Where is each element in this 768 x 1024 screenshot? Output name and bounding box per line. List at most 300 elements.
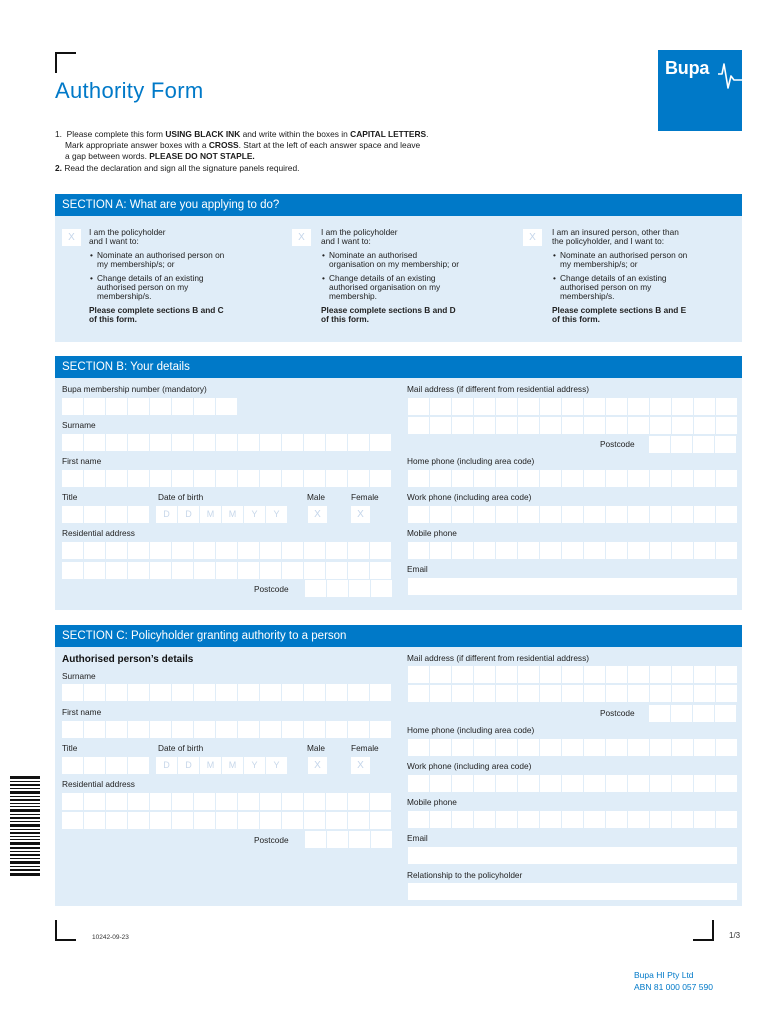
input-cell[interactable] xyxy=(106,470,127,487)
input-cell[interactable] xyxy=(496,666,517,683)
input-cell[interactable] xyxy=(474,398,495,415)
input-cell[interactable] xyxy=(694,417,715,434)
input-cell[interactable] xyxy=(496,506,517,523)
input-cell[interactable] xyxy=(584,739,605,756)
input-cell[interactable] xyxy=(540,470,561,487)
input-cell[interactable] xyxy=(452,542,473,559)
input-cell[interactable] xyxy=(562,685,583,702)
input-cell[interactable] xyxy=(474,666,495,683)
input-cell[interactable] xyxy=(716,666,737,683)
input-cell[interactable] xyxy=(62,398,83,415)
input-cell[interactable] xyxy=(172,398,193,415)
input-cell[interactable] xyxy=(540,542,561,559)
input-cell[interactable] xyxy=(370,562,391,579)
input-cell[interactable] xyxy=(518,811,539,828)
input-cell[interactable] xyxy=(716,398,737,415)
input-cell[interactable] xyxy=(452,666,473,683)
input-cell[interactable] xyxy=(584,417,605,434)
input-cell[interactable] xyxy=(716,470,737,487)
input-cell[interactable] xyxy=(452,417,473,434)
residential-address-line-2[interactable] xyxy=(62,562,392,579)
input-cell[interactable] xyxy=(518,506,539,523)
input-cell[interactable] xyxy=(452,775,473,792)
input-cell[interactable]: Y xyxy=(266,506,287,523)
input-cell[interactable] xyxy=(496,470,517,487)
input-cell[interactable] xyxy=(430,775,451,792)
input-cell[interactable] xyxy=(649,705,670,722)
input-cell[interactable] xyxy=(172,434,193,451)
title-field[interactable] xyxy=(62,506,150,523)
home-phone-field[interactable] xyxy=(408,470,738,487)
input-cell[interactable] xyxy=(282,542,303,559)
input-cell[interactable] xyxy=(716,739,737,756)
input-cell[interactable] xyxy=(106,684,127,701)
input-cell[interactable] xyxy=(62,470,83,487)
input-cell[interactable]: M xyxy=(200,757,221,774)
c-mobile-field[interactable] xyxy=(408,811,738,828)
input-cell[interactable] xyxy=(172,684,193,701)
input-cell[interactable] xyxy=(584,666,605,683)
input-cell[interactable] xyxy=(305,580,326,597)
input-cell[interactable] xyxy=(106,542,127,559)
input-cell[interactable] xyxy=(694,398,715,415)
input-cell[interactable] xyxy=(106,812,127,829)
input-cell[interactable] xyxy=(348,812,369,829)
input-cell[interactable] xyxy=(326,721,347,738)
residential-postcode-field[interactable] xyxy=(305,580,393,597)
input-cell[interactable] xyxy=(430,666,451,683)
input-cell[interactable] xyxy=(716,417,737,434)
input-cell[interactable] xyxy=(348,562,369,579)
input-cell[interactable] xyxy=(650,739,671,756)
input-cell[interactable] xyxy=(518,666,539,683)
input-cell[interactable] xyxy=(474,811,495,828)
input-cell[interactable] xyxy=(628,739,649,756)
input-cell[interactable] xyxy=(106,434,127,451)
input-cell[interactable] xyxy=(716,542,737,559)
input-cell[interactable] xyxy=(304,562,325,579)
input-cell[interactable] xyxy=(606,739,627,756)
input-cell[interactable] xyxy=(304,812,325,829)
input-cell[interactable] xyxy=(216,434,237,451)
input-cell[interactable] xyxy=(518,470,539,487)
mobile-field[interactable] xyxy=(408,542,738,559)
input-cell[interactable] xyxy=(238,684,259,701)
input-cell[interactable] xyxy=(326,793,347,810)
input-cell[interactable] xyxy=(326,562,347,579)
input-cell[interactable] xyxy=(370,684,391,701)
input-cell[interactable] xyxy=(715,705,736,722)
input-cell[interactable] xyxy=(371,831,392,848)
input-cell[interactable] xyxy=(150,562,171,579)
input-cell[interactable] xyxy=(716,811,737,828)
input-cell[interactable] xyxy=(540,775,561,792)
input-cell[interactable] xyxy=(650,398,671,415)
option-3-checkbox[interactable]: X xyxy=(523,229,542,246)
input-cell[interactable] xyxy=(430,506,451,523)
input-cell[interactable]: Y xyxy=(244,506,265,523)
input-cell[interactable] xyxy=(694,775,715,792)
input-cell[interactable] xyxy=(562,666,583,683)
input-cell[interactable] xyxy=(260,470,281,487)
input-cell[interactable] xyxy=(672,811,693,828)
input-cell[interactable] xyxy=(172,812,193,829)
mail-address-line-2[interactable] xyxy=(408,417,738,434)
input-cell[interactable] xyxy=(62,434,83,451)
input-cell[interactable] xyxy=(672,398,693,415)
input-cell[interactable] xyxy=(628,398,649,415)
input-cell[interactable] xyxy=(150,684,171,701)
input-cell[interactable] xyxy=(282,562,303,579)
input-cell[interactable] xyxy=(282,470,303,487)
input-cell[interactable] xyxy=(304,721,325,738)
input-cell[interactable] xyxy=(84,506,105,523)
input-cell[interactable] xyxy=(106,562,127,579)
input-cell[interactable]: M xyxy=(200,506,221,523)
input-cell[interactable] xyxy=(716,775,737,792)
input-cell[interactable] xyxy=(474,542,495,559)
input-cell[interactable] xyxy=(540,506,561,523)
input-cell[interactable] xyxy=(694,811,715,828)
input-cell[interactable] xyxy=(194,721,215,738)
input-cell[interactable] xyxy=(304,793,325,810)
residential-address-line-1[interactable] xyxy=(62,542,392,559)
input-cell[interactable] xyxy=(348,434,369,451)
input-cell[interactable] xyxy=(194,684,215,701)
input-cell[interactable] xyxy=(606,666,627,683)
input-cell[interactable] xyxy=(518,417,539,434)
input-cell[interactable] xyxy=(496,811,517,828)
c-residential-postcode-field[interactable] xyxy=(305,831,393,848)
input-cell[interactable] xyxy=(408,685,429,702)
input-cell[interactable] xyxy=(452,506,473,523)
input-cell[interactable] xyxy=(282,684,303,701)
input-cell[interactable] xyxy=(84,542,105,559)
input-cell[interactable] xyxy=(606,811,627,828)
input-cell[interactable] xyxy=(671,705,692,722)
input-cell[interactable] xyxy=(650,417,671,434)
input-cell[interactable] xyxy=(496,739,517,756)
input-cell[interactable] xyxy=(452,811,473,828)
input-cell[interactable] xyxy=(650,685,671,702)
input-cell[interactable] xyxy=(430,685,451,702)
input-cell[interactable] xyxy=(150,812,171,829)
input-cell[interactable] xyxy=(172,542,193,559)
c-residential-address-line-1[interactable] xyxy=(62,793,392,810)
mail-address-line-1[interactable] xyxy=(408,398,738,415)
input-cell[interactable] xyxy=(106,793,127,810)
input-cell[interactable] xyxy=(194,812,215,829)
input-cell[interactable] xyxy=(304,470,325,487)
input-cell[interactable] xyxy=(628,470,649,487)
c-first-name-field[interactable] xyxy=(62,721,392,738)
input-cell[interactable] xyxy=(584,542,605,559)
input-cell[interactable] xyxy=(216,721,237,738)
input-cell[interactable] xyxy=(62,542,83,559)
input-cell[interactable] xyxy=(128,757,149,774)
input-cell[interactable] xyxy=(62,793,83,810)
input-cell[interactable] xyxy=(84,684,105,701)
input-cell[interactable] xyxy=(408,739,429,756)
input-cell[interactable] xyxy=(172,721,193,738)
membership-number-field[interactable] xyxy=(62,398,238,415)
input-cell[interactable] xyxy=(216,542,237,559)
input-cell[interactable] xyxy=(326,434,347,451)
mail-postcode-field[interactable] xyxy=(649,436,737,453)
input-cell[interactable] xyxy=(260,721,281,738)
input-cell[interactable] xyxy=(584,811,605,828)
input-cell[interactable] xyxy=(326,812,347,829)
input-cell[interactable] xyxy=(238,542,259,559)
c-mail-postcode-field[interactable] xyxy=(649,705,737,722)
input-cell[interactable] xyxy=(408,666,429,683)
input-cell[interactable] xyxy=(216,562,237,579)
input-cell[interactable] xyxy=(518,685,539,702)
input-cell[interactable] xyxy=(716,685,737,702)
input-cell[interactable] xyxy=(606,506,627,523)
input-cell[interactable] xyxy=(562,739,583,756)
input-cell[interactable] xyxy=(562,506,583,523)
input-cell[interactable] xyxy=(474,506,495,523)
input-cell[interactable] xyxy=(540,739,561,756)
input-cell[interactable] xyxy=(694,506,715,523)
input-cell[interactable] xyxy=(408,470,429,487)
input-cell[interactable] xyxy=(650,470,671,487)
input-cell[interactable] xyxy=(128,684,149,701)
input-cell[interactable] xyxy=(327,831,348,848)
dob-field[interactable] xyxy=(156,506,288,523)
email-field[interactable] xyxy=(408,578,737,595)
input-cell[interactable] xyxy=(672,775,693,792)
input-cell[interactable] xyxy=(408,398,429,415)
input-cell[interactable] xyxy=(474,739,495,756)
input-cell[interactable] xyxy=(430,417,451,434)
input-cell[interactable] xyxy=(672,542,693,559)
input-cell[interactable] xyxy=(518,775,539,792)
c-female-checkbox[interactable]: X xyxy=(351,757,370,774)
input-cell[interactable] xyxy=(128,434,149,451)
input-cell[interactable] xyxy=(282,812,303,829)
input-cell[interactable] xyxy=(128,721,149,738)
input-cell[interactable] xyxy=(694,685,715,702)
input-cell[interactable] xyxy=(216,793,237,810)
input-cell[interactable] xyxy=(106,506,127,523)
input-cell[interactable]: Y xyxy=(266,757,287,774)
input-cell[interactable] xyxy=(304,434,325,451)
input-cell[interactable] xyxy=(216,470,237,487)
input-cell[interactable] xyxy=(540,811,561,828)
input-cell[interactable]: Y xyxy=(244,757,265,774)
input-cell[interactable] xyxy=(62,562,83,579)
input-cell[interactable] xyxy=(106,398,127,415)
input-cell[interactable] xyxy=(628,666,649,683)
input-cell[interactable] xyxy=(327,580,348,597)
option-1-checkbox[interactable]: X xyxy=(62,229,81,246)
input-cell[interactable] xyxy=(584,775,605,792)
input-cell[interactable] xyxy=(540,685,561,702)
input-cell[interactable] xyxy=(496,398,517,415)
input-cell[interactable] xyxy=(474,775,495,792)
input-cell[interactable] xyxy=(694,666,715,683)
input-cell[interactable] xyxy=(430,470,451,487)
input-cell[interactable]: D xyxy=(178,506,199,523)
input-cell[interactable] xyxy=(518,739,539,756)
input-cell[interactable] xyxy=(672,685,693,702)
input-cell[interactable] xyxy=(496,542,517,559)
input-cell[interactable] xyxy=(194,542,215,559)
input-cell[interactable] xyxy=(150,470,171,487)
input-cell[interactable] xyxy=(584,398,605,415)
input-cell[interactable] xyxy=(562,398,583,415)
input-cell[interactable] xyxy=(84,793,105,810)
input-cell[interactable] xyxy=(408,506,429,523)
input-cell[interactable] xyxy=(584,685,605,702)
surname-field[interactable] xyxy=(62,434,392,451)
c-residential-address-line-2[interactable] xyxy=(62,812,392,829)
input-cell[interactable] xyxy=(238,812,259,829)
input-cell[interactable] xyxy=(628,685,649,702)
input-cell[interactable] xyxy=(716,506,737,523)
input-cell[interactable] xyxy=(172,562,193,579)
input-cell[interactable] xyxy=(693,705,714,722)
input-cell[interactable] xyxy=(496,685,517,702)
input-cell[interactable] xyxy=(430,739,451,756)
input-cell[interactable] xyxy=(650,666,671,683)
input-cell[interactable] xyxy=(540,417,561,434)
input-cell[interactable] xyxy=(650,811,671,828)
input-cell[interactable] xyxy=(562,417,583,434)
input-cell[interactable] xyxy=(606,470,627,487)
input-cell[interactable] xyxy=(216,684,237,701)
input-cell[interactable] xyxy=(430,542,451,559)
input-cell[interactable] xyxy=(370,721,391,738)
input-cell[interactable] xyxy=(452,739,473,756)
female-checkbox[interactable]: X xyxy=(351,506,370,523)
input-cell[interactable] xyxy=(62,684,83,701)
c-mail-address-line-1[interactable] xyxy=(408,666,738,683)
input-cell[interactable] xyxy=(496,417,517,434)
input-cell[interactable] xyxy=(128,542,149,559)
input-cell[interactable] xyxy=(370,470,391,487)
input-cell[interactable]: M xyxy=(222,506,243,523)
relationship-field[interactable] xyxy=(408,883,737,900)
input-cell[interactable] xyxy=(628,417,649,434)
input-cell[interactable] xyxy=(128,793,149,810)
input-cell[interactable] xyxy=(370,542,391,559)
input-cell[interactable] xyxy=(260,434,281,451)
input-cell[interactable] xyxy=(260,684,281,701)
input-cell[interactable] xyxy=(84,812,105,829)
input-cell[interactable] xyxy=(408,811,429,828)
input-cell[interactable] xyxy=(150,434,171,451)
input-cell[interactable] xyxy=(348,684,369,701)
input-cell[interactable] xyxy=(562,811,583,828)
input-cell[interactable] xyxy=(128,812,149,829)
input-cell[interactable] xyxy=(150,542,171,559)
input-cell[interactable] xyxy=(128,562,149,579)
input-cell[interactable] xyxy=(518,398,539,415)
c-work-phone-field[interactable] xyxy=(408,775,738,792)
c-surname-field[interactable] xyxy=(62,684,392,701)
input-cell[interactable] xyxy=(672,470,693,487)
input-cell[interactable] xyxy=(150,398,171,415)
input-cell[interactable] xyxy=(650,775,671,792)
input-cell[interactable] xyxy=(194,793,215,810)
input-cell[interactable] xyxy=(672,666,693,683)
input-cell[interactable] xyxy=(106,721,127,738)
input-cell[interactable] xyxy=(540,666,561,683)
input-cell[interactable] xyxy=(694,542,715,559)
input-cell[interactable] xyxy=(106,757,127,774)
input-cell[interactable] xyxy=(562,470,583,487)
input-cell[interactable] xyxy=(260,562,281,579)
input-cell[interactable] xyxy=(584,470,605,487)
input-cell[interactable] xyxy=(216,812,237,829)
c-dob-field[interactable] xyxy=(156,757,288,774)
input-cell[interactable] xyxy=(474,417,495,434)
input-cell[interactable] xyxy=(304,684,325,701)
input-cell[interactable] xyxy=(238,470,259,487)
input-cell[interactable] xyxy=(84,757,105,774)
input-cell[interactable] xyxy=(452,398,473,415)
input-cell[interactable] xyxy=(238,793,259,810)
input-cell[interactable] xyxy=(628,775,649,792)
input-cell[interactable] xyxy=(408,542,429,559)
input-cell[interactable] xyxy=(348,470,369,487)
input-cell[interactable] xyxy=(715,436,736,453)
input-cell[interactable] xyxy=(694,470,715,487)
input-cell[interactable] xyxy=(650,542,671,559)
input-cell[interactable] xyxy=(326,684,347,701)
input-cell[interactable] xyxy=(84,721,105,738)
input-cell[interactable] xyxy=(672,739,693,756)
input-cell[interactable] xyxy=(349,831,370,848)
input-cell[interactable] xyxy=(672,417,693,434)
input-cell[interactable] xyxy=(606,775,627,792)
input-cell[interactable] xyxy=(496,775,517,792)
input-cell[interactable] xyxy=(562,775,583,792)
input-cell[interactable] xyxy=(194,434,215,451)
input-cell[interactable] xyxy=(128,398,149,415)
input-cell[interactable] xyxy=(62,721,83,738)
input-cell[interactable]: D xyxy=(156,506,177,523)
input-cell[interactable] xyxy=(326,542,347,559)
input-cell[interactable] xyxy=(238,562,259,579)
input-cell[interactable] xyxy=(194,470,215,487)
input-cell[interactable] xyxy=(62,812,83,829)
input-cell[interactable] xyxy=(370,434,391,451)
input-cell[interactable] xyxy=(584,506,605,523)
input-cell[interactable] xyxy=(62,757,83,774)
input-cell[interactable] xyxy=(474,685,495,702)
input-cell[interactable] xyxy=(260,793,281,810)
input-cell[interactable] xyxy=(128,506,149,523)
input-cell[interactable] xyxy=(282,434,303,451)
input-cell[interactable] xyxy=(540,398,561,415)
input-cell[interactable] xyxy=(628,542,649,559)
input-cell[interactable] xyxy=(694,739,715,756)
input-cell[interactable] xyxy=(260,812,281,829)
input-cell[interactable] xyxy=(150,721,171,738)
input-cell[interactable] xyxy=(430,811,451,828)
input-cell[interactable] xyxy=(562,542,583,559)
input-cell[interactable] xyxy=(172,793,193,810)
input-cell[interactable] xyxy=(452,470,473,487)
input-cell[interactable] xyxy=(282,721,303,738)
input-cell[interactable] xyxy=(370,793,391,810)
input-cell[interactable] xyxy=(371,580,392,597)
male-checkbox[interactable]: X xyxy=(308,506,327,523)
